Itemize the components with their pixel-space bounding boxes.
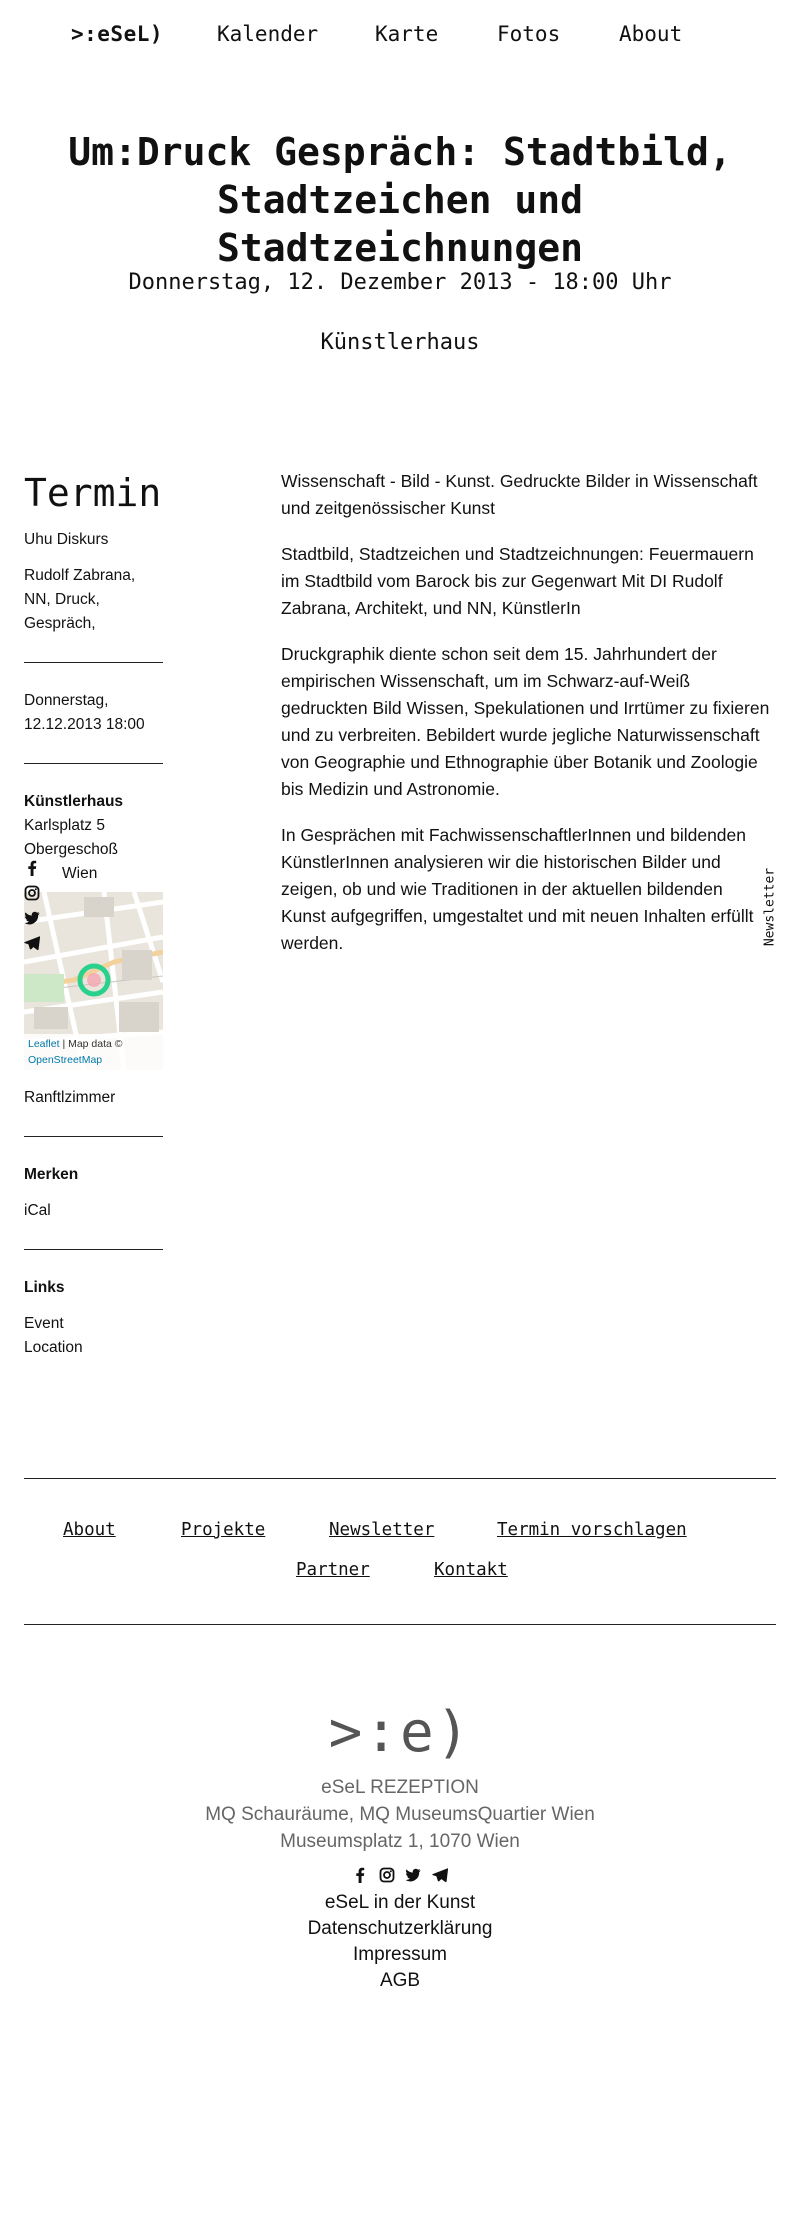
divider [24, 1136, 163, 1137]
footer-address [0, 1774, 800, 1855]
divider [24, 1249, 163, 1250]
leaflet-link[interactable]: Leaflet [28, 1038, 60, 1050]
map-data-label: | Map data © [59, 1038, 123, 1050]
newsletter-tab[interactable] [760, 867, 780, 947]
footer-link-impressum[interactable]: Impressum [353, 1944, 447, 1965]
footer-divider-top [24, 1478, 776, 1479]
footer-logo[interactable]: >:e) [328, 1700, 472, 1765]
footer-link-agb[interactable]: AGB [379, 1970, 421, 1991]
map-attribution [24, 1034, 163, 1070]
address-line1: Karlsplatz 5 [24, 817, 105, 834]
ical-link[interactable]: iCal [24, 1202, 51, 1219]
nav-link-karte[interactable]: Karte [375, 22, 439, 46]
footer-link-partner[interactable]: Partner [296, 1560, 370, 1580]
telegram-icon[interactable] [432, 1867, 448, 1883]
nav-link-fotos[interactable]: Fotos [497, 22, 561, 46]
nav-link-kalender[interactable]: Kalender [217, 22, 319, 46]
footer-legal-links [0, 1890, 800, 1994]
location-link[interactable]: Location [24, 1339, 83, 1356]
footer-link-termin-vorschlagen[interactable]: Termin vorschlagen [497, 1520, 687, 1540]
twitter-icon[interactable] [24, 910, 40, 926]
event-date: Donnerstag, 12. Dezember 2013 - 18:00 Uhr [128, 270, 672, 295]
share-icons [24, 860, 42, 960]
sidebar-date-line2: 12.12.2013 18:00 [24, 716, 145, 733]
event-venue: Künstlerhaus [320, 330, 480, 355]
description-paragraph-4: In Gesprächen mit FachwissenschaftlerInnen und bildenden KünstlerInnen analysieren wir die historischen Bilder und zeigen, ob und wie Traditionen in der aktuellen bildenden Kunst aufgegriffen, umgestaltet und mit neuen Inhalten erfüllt werden. [281, 825, 754, 953]
footer-address-line1: MQ Schauräume, MQ MuseumsQuartier Wien [205, 1804, 595, 1825]
room-name: Ranftlzimmer [24, 1089, 116, 1106]
footer-divider-bottom [24, 1624, 776, 1625]
location-name: Künstlerhaus [24, 793, 124, 810]
footer-social-icons [0, 1866, 800, 1884]
footer-link-kontakt[interactable]: Kontakt [434, 1560, 508, 1580]
site-logo[interactable]: >:eSeL) [71, 22, 164, 46]
event-title [40, 128, 760, 272]
merken-heading: Merken [24, 1166, 79, 1183]
divider [24, 662, 163, 663]
event-title-line1: Um:Druck Gespräch: Stadtbild, [68, 130, 732, 174]
description-paragraph-1: Wissenschaft - Bild - Kunst. Gedruckte Bilder in Wissenschaft und zeitgenössischer Kunst [281, 471, 758, 518]
address-line3: Wien [62, 865, 98, 882]
description-paragraph-2: Stadtbild, Stadtzeichen und Stadtzeichnungen: Feuermauern im Stadtbild vom Barock bis zur Gegenwart Mit DI Rudolf Zabrana, Architekt, und NN, KünstlerIn [281, 544, 754, 618]
facebook-icon[interactable] [24, 860, 40, 876]
newsletter-tab-label: Newsletter [762, 867, 778, 947]
footer-link-projekte[interactable]: Projekte [181, 1520, 266, 1540]
top-navigation [71, 22, 800, 52]
telegram-icon[interactable] [24, 935, 40, 951]
nav-link-about[interactable]: About [619, 22, 683, 46]
event-title-line2: Stadtzeichen und Stadtzeichnungen [216, 178, 584, 270]
sidebar-date-line1: Donnerstag, [24, 692, 109, 709]
event-link[interactable]: Event [24, 1315, 64, 1332]
divider [24, 763, 163, 764]
location-map[interactable] [24, 892, 163, 1070]
footer-address-line2: Museumsplatz 1, 1070 Wien [280, 1831, 520, 1852]
openstreetmap-link[interactable]: OpenStreetMap [28, 1054, 103, 1066]
facebook-icon[interactable] [352, 1867, 368, 1883]
links-heading: Links [24, 1279, 65, 1296]
sidebar-heading: Termin [24, 471, 162, 515]
instagram-icon[interactable] [379, 1867, 395, 1883]
instagram-icon[interactable] [24, 885, 40, 901]
footer-link-esel-in-der-kunst[interactable]: eSeL in der Kunst [324, 1892, 476, 1913]
address-line2: Obergeschoß [24, 841, 118, 858]
footer-link-newsletter[interactable]: Newsletter [329, 1520, 435, 1540]
event-tags: Rudolf Zabrana, NN, Druck, Gespräch, [24, 567, 136, 632]
twitter-icon[interactable] [405, 1867, 421, 1883]
event-category: Uhu Diskurs [24, 531, 109, 548]
footer-org: eSeL REZEPTION [321, 1777, 479, 1798]
description-paragraph-3: Druckgraphik diente schon seit dem 15. Jahrhundert der empirischen Wissenschaft, um im Schwarz-auf-Weiß gedruckten Bild Wissen, Spekulationen und Irrtümer zu fixieren und zu verbreiten. Bebildert wurde jegliche Naturwissenschaft von Geographie und Ethnographie über Botanik und Zoologie bis Medizin und Astronomie. [281, 644, 770, 799]
footer-link-about[interactable]: About [63, 1520, 116, 1540]
footer-link-datenschutz[interactable]: Datenschutzerklärung [307, 1918, 493, 1939]
event-description [281, 468, 771, 976]
